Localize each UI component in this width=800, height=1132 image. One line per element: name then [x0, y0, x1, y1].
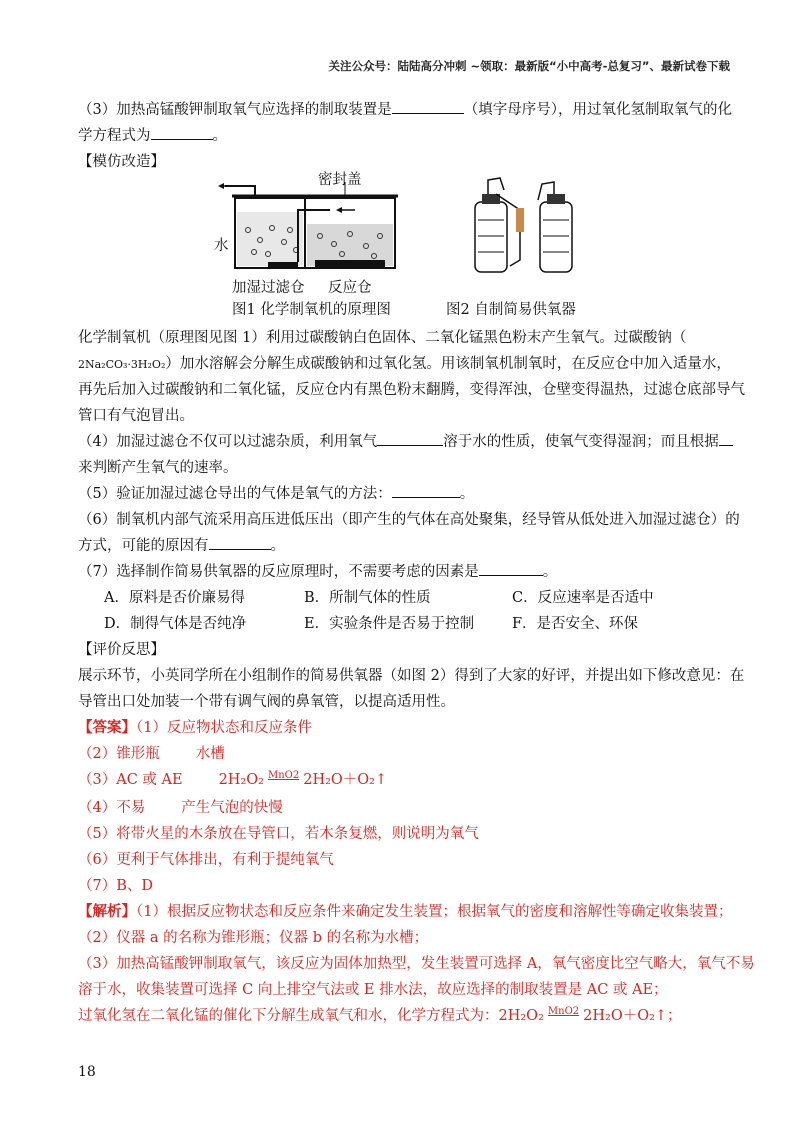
answer-4: （4）不易 产生气泡的快慢 — [78, 800, 283, 816]
intro-line1: 化学制氧机（原理图见图 1）利用过碳酸钠白色固体、二氧化锰黑色粉末产生氧气。过碳酸钠（ — [78, 330, 687, 346]
answer-blank — [377, 431, 443, 446]
option-d: D．制得气体是否纯净 — [104, 616, 247, 632]
answer-2: （2）锥形瓶 水槽 — [78, 746, 225, 762]
analysis-2: （2）仪器 a 的名称为锥形瓶；仪器 b 的名称为水槽； — [78, 930, 429, 946]
answer-blank — [719, 431, 733, 446]
q6-line2: 方式，可能的原因有 。 — [78, 534, 285, 555]
analysis-3: （3）加热高锰酸钾制取氧气，该反应为固体加热型，发生装置可选择 A，氧气密度比空气略大，氧气不易 — [78, 956, 755, 972]
answer-3: （3）AC 或 AE 2H₂O₂ $^{MnO2}$ 2H₂O＋O₂↑ — [78, 770, 388, 788]
oxygen-bottle-right — [538, 182, 572, 272]
answer-title: 【答案】 — [78, 719, 136, 736]
label-reactor: 反应仓 — [328, 280, 372, 296]
label-seal: 密封盖 — [318, 172, 362, 188]
figure-diagram — [210, 170, 610, 280]
q7-line: （7）选择制作简易供氧器的反应原理时，不需要考虑的因素是 。 — [78, 560, 557, 581]
q3-line2: 学方程式为 。 — [78, 124, 227, 145]
analysis-title: 【解析】 — [78, 903, 136, 920]
option-e: E．实验条件是否易于控制 — [304, 616, 475, 632]
answer-6: （6）更利于气体排出，有利于提纯氧气 — [78, 852, 334, 868]
analysis-1: 【解析】（1）根据反应物状态和反应条件来确定发生装置；根据氧气的密度和溶解性等确定收集装置； — [78, 903, 733, 920]
intro-line3: 再先后加入过碳酸钠和二氧化锰，反应仓内有黑色粉末翻腾，变得浑浊，仓壁变得温热，过滤仓底部导气 — [78, 382, 745, 398]
answer-blank — [209, 535, 271, 550]
page-number: 18 — [78, 1064, 96, 1080]
label-filter: 加湿过滤仓 — [232, 280, 305, 296]
oxygen-bottle-left — [475, 178, 507, 272]
intro-line4: 管口有气泡冒出。 — [78, 408, 194, 424]
figure2-caption: 图2 自制简易供氧器 — [446, 302, 576, 318]
catalyst: MnO2 — [267, 770, 300, 781]
reflect-line1: 展示环节，小英同学所在小组制作的简易供氧器（如图 2）得到了大家的好评，并提出如下修改意见：在 — [78, 668, 745, 684]
answer-blank — [392, 483, 460, 498]
analysis-5: 过氧化氢在二氧化锰的催化下分解生成氧气和水，化学方程式为：2H₂O₂ $^{MnO2}$ 2H₂O＋O₂↑； — [78, 1006, 682, 1024]
reflect-line2: 导管出口处加装一个带有调气阀的鼻氧管，以提高适用性。 — [78, 694, 455, 710]
section-reflect: 【评价反思】 — [78, 642, 165, 658]
q5-line: （5）验证加湿过滤仓导出的气体是氧气的方法： 。 — [78, 482, 474, 503]
option-c: C．反应速率是否适中 — [512, 590, 654, 606]
catalyst: MnO2 — [547, 1006, 580, 1017]
answer-blank — [479, 561, 543, 576]
page-header: 关注公众号：陆陆高分冲刺 ~领取：最新版“小中高考-总复习”、最新试卷下载 — [328, 59, 730, 73]
answer-blank — [392, 99, 464, 114]
formula: 2Na₂CO₃·3H₂O₂ — [78, 358, 166, 371]
q4-line1: （4）加湿过滤仓不仅可以过滤杂质，利用氧气 溶于水的性质，使氧气变得湿润；而且根据 — [78, 430, 733, 451]
q3-line1: （3）加热高锰酸钾制取氧气应选择的制取装置是 （填字母序号），用过氧化氢制取氧气的化 — [78, 98, 732, 119]
answer-blank — [151, 125, 213, 140]
option-f: F．是否安全、环保 — [512, 616, 639, 632]
figure — [210, 170, 610, 320]
q6-line1: （6）制氧机内部气流采用高压进低压出（即产生的气体在高处聚集，经导管从低处进入加湿过滤仓）的 — [78, 512, 740, 528]
analysis-4: 溶于水，收集装置可选择 C 向上排空气法或 E 排水法，故应选择的制取装置是 AC 或 AE； — [78, 982, 668, 998]
answer-7: （7）B、D — [78, 878, 154, 894]
figure1-caption: 图1 化学制氧机的原理图 — [232, 302, 391, 318]
q4-line2: 来判断产生氧气的速率。 — [78, 460, 238, 476]
answer-5: （5）将带火星的木条放在导管口，若木条复燃，则说明为氧气 — [78, 826, 479, 842]
option-a: A．原料是否价廉易得 — [104, 590, 245, 606]
answer-1: 【答案】（1）反应物状态和反应条件 — [78, 719, 312, 736]
intro-line2: 2Na₂CO₃·3H₂O₂）加水溶解会分解生成碳酸钠和过氧化氢。用该制氧机制氧时，在反应仓中加入适量水， — [78, 356, 731, 372]
option-b: B．所制气体的性质 — [304, 590, 431, 606]
section-imitate: 【模仿改造】 — [78, 154, 165, 170]
label-water: 水 — [214, 238, 229, 254]
